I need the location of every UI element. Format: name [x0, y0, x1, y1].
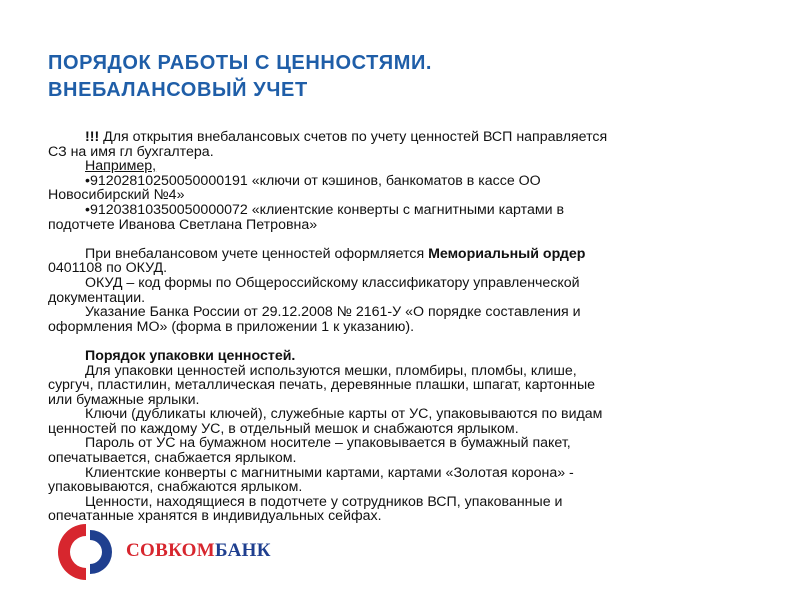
text-line [48, 480, 728, 495]
text-line [48, 466, 728, 481]
text-line [48, 276, 728, 291]
text-line [48, 218, 728, 233]
text-line [48, 188, 728, 203]
title-line-2: ВНЕБАЛАНСОВЫЙ УЧЕТ [48, 79, 308, 101]
text-line [48, 436, 728, 451]
text-span: опечатывается, снабжается ярлыком. [48, 450, 297, 467]
text-line [48, 261, 728, 276]
text-line [48, 393, 728, 408]
text-span: оформления МО» (форма в приложении 1 к указанию). [48, 318, 415, 335]
paragraph-gap [48, 334, 728, 349]
text-line [48, 495, 728, 510]
text-line [48, 320, 728, 335]
text-span: документации. [48, 289, 146, 306]
bold-text: !!! [85, 129, 100, 145]
logo-part-2: БАНК [215, 540, 271, 561]
text-span: Указание Банка России от 29.12.2008 № 2161-У «О порядке составления и [85, 304, 581, 321]
text-line [48, 451, 728, 466]
text-line [48, 247, 728, 262]
text-span: упаковываются, снабжаются ярлыком. [48, 479, 303, 496]
text-span: опечатанные хранятся в индивидуальных сейфах. [48, 508, 382, 525]
title-line-1: ПОРЯДОК РАБОТЫ С ЦЕННОСТЯМИ. [48, 52, 433, 74]
text-span: Ключи (дубликаты ключей), служебные карты от УС, упаковываются по видам [85, 406, 603, 423]
text-span: Ценности, находящиеся в подотчете у сотрудников ВСП, упакованные и [85, 493, 563, 510]
text-span: Для упаковки ценностей используются мешки, пломбиры, пломбы, клише, [85, 362, 577, 379]
text-line [48, 364, 728, 379]
text-line [48, 291, 728, 306]
text-span: Для открытия внебалансовых счетов по учету ценностей ВСП направляется [99, 129, 608, 145]
underlined-text: Например, [85, 158, 157, 175]
text-span: Пароль от УС на бумажном носителе – упаковывается в бумажный пакет, [85, 435, 571, 452]
text-line [48, 174, 728, 189]
text-line [48, 349, 728, 364]
text-span: СЗ на имя гл бухгалтера. [48, 143, 214, 160]
logo-wordmark [126, 540, 271, 562]
text-span: При внебалансовом учете ценностей оформляется [85, 245, 429, 262]
text-span: подотчете Иванова Светлана Петровна» [48, 216, 318, 233]
sovcombank-logo [54, 520, 294, 584]
logo-part-1: СОВКОМ [126, 540, 215, 561]
logo-emblem-icon [54, 520, 118, 584]
text-span: сургуч, пластилин, металлическая печать, деревянные плашки, шпагат, картонные [48, 377, 596, 394]
text-span: 0401108 по ОКУД. [48, 260, 168, 277]
text-line [48, 130, 728, 145]
text-line [48, 422, 728, 437]
text-span: Клиентские конверты с магнитными картами, картами «Золотая корона» - [85, 464, 574, 481]
text-line [48, 159, 728, 174]
text-line [48, 203, 728, 218]
text-span: •91203810350050000072 «клиентские конверты с магнитными картами в [85, 201, 565, 218]
paragraph-gap [48, 232, 728, 247]
text-span: ОКУД – код формы по Общероссийскому классификатору управленческой [85, 274, 580, 291]
text-line [48, 407, 728, 422]
text-line [48, 378, 728, 393]
text-span: или бумажные ярлыки. [48, 391, 200, 408]
text-span: ценностей по каждому УС, в отдельный мешок и снабжаются ярлыком. [48, 420, 519, 437]
slide-title [48, 50, 432, 104]
text-line [48, 305, 728, 320]
slide-body-text [48, 130, 728, 524]
bold-text: Мемориальный ордер [428, 245, 586, 262]
bold-text: Порядок упаковки ценностей. [85, 347, 296, 364]
text-line [48, 145, 728, 160]
text-span: Новосибирский №4» [48, 187, 185, 204]
text-span: •91202810250050000191 «ключи от кэшинов, банкоматов в кассе ОО [85, 172, 541, 189]
